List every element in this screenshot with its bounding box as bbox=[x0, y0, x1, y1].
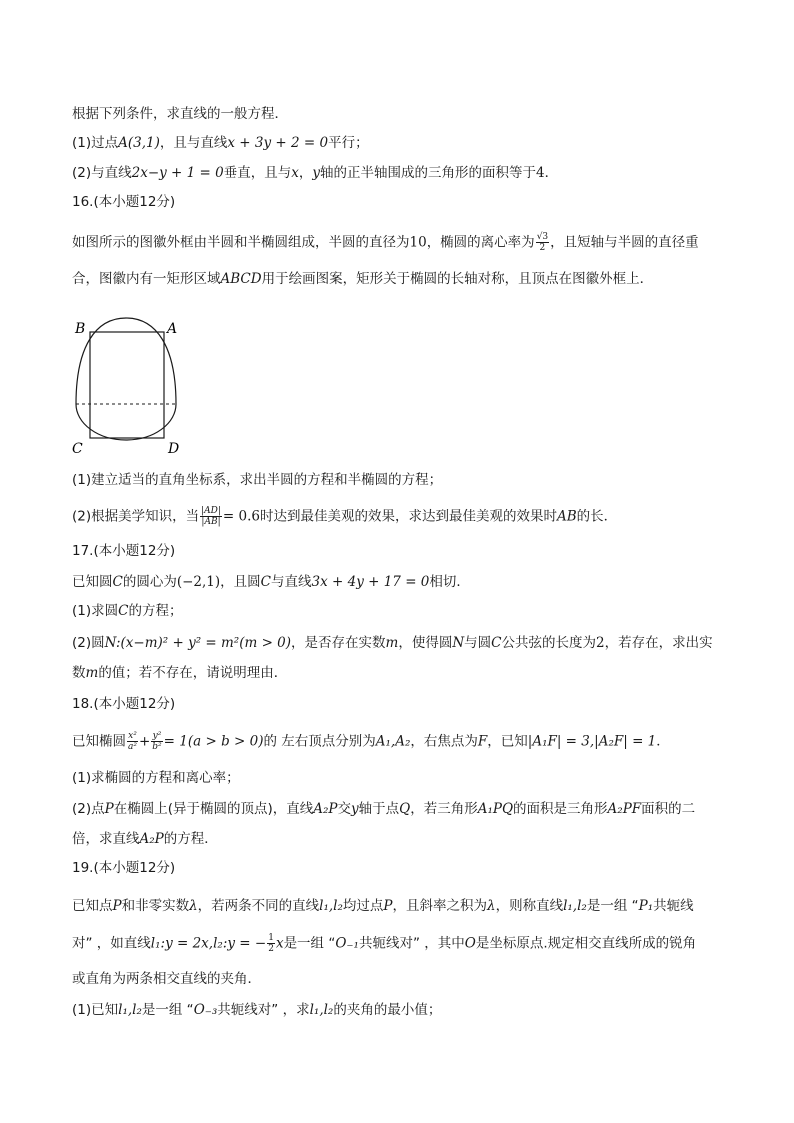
q16-stem-line1: 如图所示的图徽外框由半圆和半椭圆组成，半圆的直径为10，椭圆的离心率为 $\frac{√3}{2}$ ，且短轴与半圆的直径重 bbox=[72, 232, 699, 253]
q16-header: 16.(本小题12分) bbox=[72, 194, 176, 210]
emblem-outline bbox=[76, 318, 176, 440]
q15-part2: (2)与直线2x−y + 1 = 0垂直，且与x，y轴的正半轴围成的三角形的面积等于4． bbox=[72, 165, 559, 181]
q18-stem: 已知椭圆 $\frac{\text{x²}}{\text{a²}}$ + $\frac{\text{y²}}{\text{b²}}$ = 1(a > b > 0)的 左右顶点分别为A₁,A₂，右焦点为F，已知|A₁F| = 3,|A₂F| = 1． bbox=[72, 731, 670, 752]
label-d: D bbox=[168, 441, 180, 457]
q18-header: 18.(本小题12分) bbox=[72, 696, 176, 712]
q17-header: 17.(本小题12分) bbox=[72, 543, 176, 559]
q19-stem-line2: 对” ，如直线l₁:y = 2x,l₂:y = − $\frac{1}{2}$ x是一组 “O₋₁共轭线对” ，其中O是坐标原点.规定相交直线所成的锐角 bbox=[72, 933, 697, 954]
q17-stem: 已知圆C的圆心为(−2,1)，且圆C与直线3x + 4y + 17 = 0相切． bbox=[72, 574, 470, 590]
q18-part1: (1)求椭圆的方程和离心率； bbox=[72, 770, 240, 786]
q17-part2-line2: 数m的值；若不存在，请说明理由． bbox=[72, 665, 288, 681]
label-c: C bbox=[72, 441, 83, 457]
q18-part2-line1: (2)点P在椭圆上(异于椭圆的顶点)，直线A₂P交y轴于点Q，若三角形A₁PQ的面积是三角形A₂PF面积的二 bbox=[72, 801, 696, 817]
q18-part2-line2: 倍，求直线A₂P的方程． bbox=[72, 831, 218, 847]
q19-header: 19.(本小题12分) bbox=[72, 860, 176, 876]
q19-part1: (1)已知l₁,l₂是一组 “O₋₃共轭线对” ，求l₁,l₂的夹角的最小值； bbox=[72, 1002, 442, 1018]
q19-stem-line1: 已知点P和非零实数λ，若两条不同的直线l₁,l₂均过点P，且斜率之积为λ，则称直线l₁,l₂是一组 “P₁共轭线 bbox=[72, 898, 694, 914]
q19-stem-line3: 或直角为两条相交直线的夹角． bbox=[72, 971, 261, 987]
q16-part2: (2)根据美学知识，当 $\frac{|AD|}{|AB|}$ = 0.6时达到最佳美观的效果，求达到最佳美观的效果时AB的长． bbox=[72, 506, 618, 527]
q15-intro: 根据下列条件，求直线的一般方程． bbox=[72, 106, 288, 122]
emblem-figure bbox=[68, 316, 198, 458]
label-a: A bbox=[167, 321, 178, 337]
q16-part1: (1)建立适当的直角坐标系，求出半圆的方程和半椭圆的方程； bbox=[72, 472, 443, 488]
q16-stem-line2: 合，图徽内有一矩形区域ABCD用于绘画图案，矩形关于椭圆的长轴对称，且顶点在图徽外框上． bbox=[72, 271, 654, 287]
rectangle-abcd bbox=[90, 332, 164, 438]
q17-part2-line1: (2)圆N:(x−m)² + y² = m²(m > 0)，是否存在实数m，使得圆N与圆C公共弦的长度为2，若存在，求出实 bbox=[72, 635, 713, 651]
label-b: B bbox=[75, 321, 86, 337]
q17-part1: (1)求圆C的方程； bbox=[72, 603, 183, 619]
q15-part1: (1)过点A(3,1)，且与直线x + 3y + 2 = 0平行； bbox=[72, 135, 369, 151]
